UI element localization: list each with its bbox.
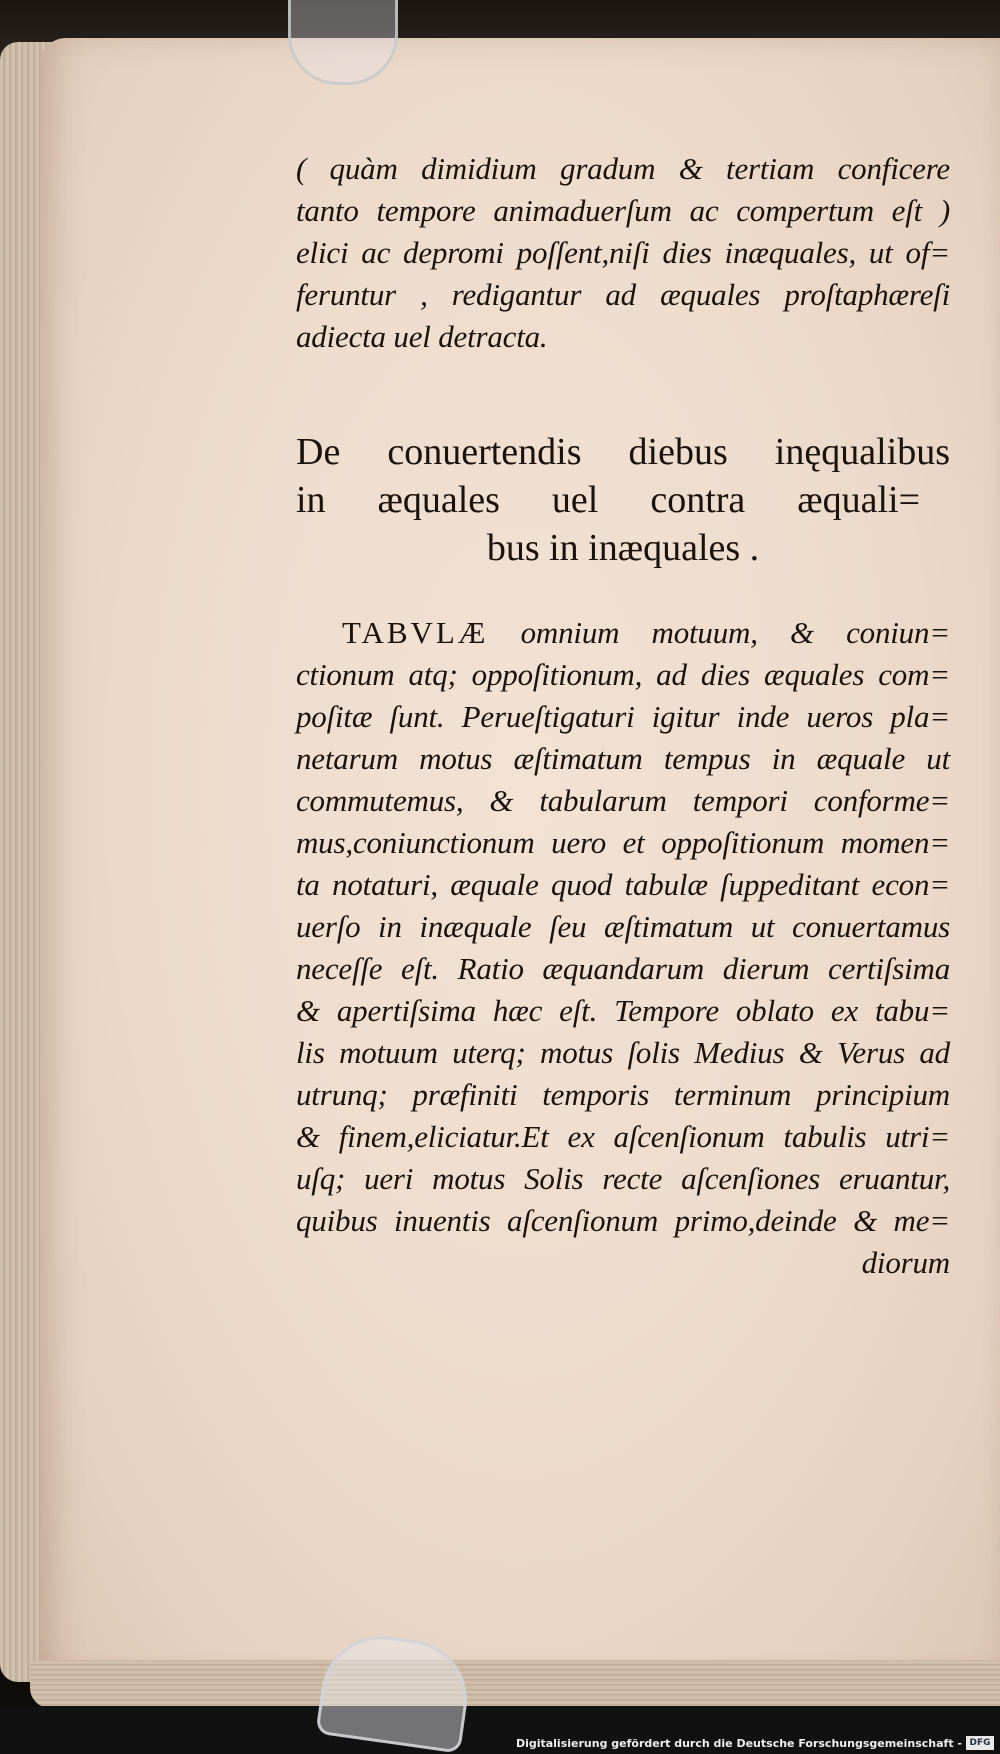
text-line: neceſſe eſt. Ratio æquandarum dierum certiſsima [296,951,950,986]
text-line: netarum motus æſtimatum tempus in æquale ut [296,741,950,776]
text-line: quibus inuentis aſcenſionum primo,deinde & me= [296,1203,950,1238]
text-line: & apertiſsima hæc eſt. Tempore oblato ex tabu= [296,993,950,1028]
text-line: ctionum atq; oppoſitionum, ad dies æquales com= [296,657,950,692]
text-line: feruntur , redigantur ad æquales proſtaphæreſi [296,277,950,312]
text-line: ( quàm dimidium gradum & tertiam conficere [296,151,950,186]
heading-line: De conuertendis diebus inęqualibus [296,431,950,473]
section-heading [296,428,950,572]
text-line: utrunq; præfiniti temporis terminum principium [296,1077,950,1112]
page-bottom-edge [30,1660,1000,1708]
heading-line: in æquales uel contra æquali= [296,479,920,521]
text-line: adiecta uel detracta. [296,319,548,354]
heading-line: bus in inæquales . [486,527,760,569]
text-line-first [296,612,950,654]
text-line: ta notaturi, æquale quod tabulæ ſuppeditant econ= [296,867,950,902]
paragraph-continuation [296,148,950,358]
body-paragraph [296,612,950,1284]
text-line: uſq; ueri motus Solis recte aſcenſiones eruantur, [296,1161,950,1196]
text-line: lis motuum uterq; motus ſolis Medius & Verus ad [296,1035,950,1070]
first-line-rest: omnium motuum, & coniun= [520,615,950,650]
digitization-credit: Digitalisierung gefördert durch die Deutsche Forschungsgemeinschaft - [515,1737,962,1750]
text-line: commutemus, & tabularum tempori conforme= [296,783,950,818]
text-line: & finem,eliciatur.Et ex aſcenſionum tabulis utri= [296,1119,950,1154]
dfg-logo: DFG [966,1736,994,1750]
text-line: poſitæ ſunt. Perueſtigaturi igitur inde ueros pla= [296,699,950,734]
text-line: mus,coniunctionum uero et oppoſitionum momen= [296,825,950,860]
text-line: elici ac depromi poſſent,niſi dies inæquales, ut of= [296,235,950,270]
initial-word: TABVLÆ [342,615,489,650]
text-line: tanto tempore animaduerſum ac compertum eſt ) [296,193,950,228]
catchword: diorum [861,1245,950,1280]
text-line: uerſo in inæquale ſeu æſtimatum ut conuertamus [296,909,950,944]
